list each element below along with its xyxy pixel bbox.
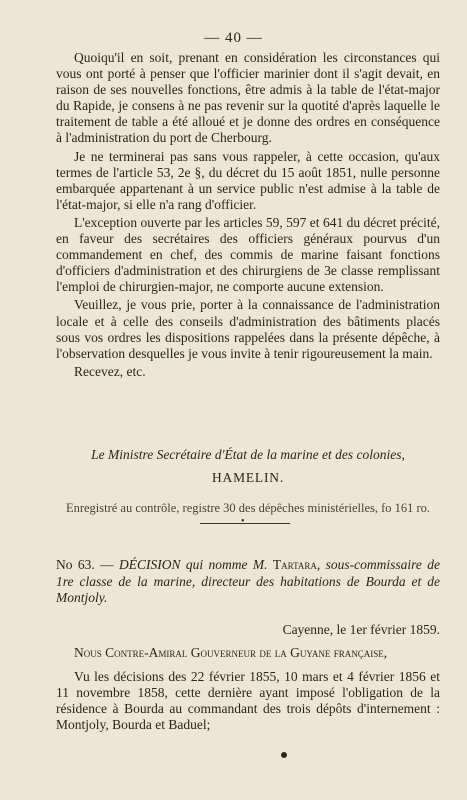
decision-number: No 63. — xyxy=(56,557,114,572)
decision-heading xyxy=(56,557,440,607)
letter-body xyxy=(56,50,440,380)
divider-ornament: • xyxy=(241,516,245,527)
decision-name: Tartara xyxy=(272,557,317,572)
paragraph-3: L'exception ouverte par les articles 59, 597 et 641 du décret précité, en faveur des secrétaires des officiers généraux pourvus d'un commandement en chef, des commis de marine faisant fonctions d'officiers d'administration et des chirurgiens de 3e classe remplissant l'emploi de chirurgien-major, ne comporte aucune extension. xyxy=(56,214,440,295)
paragraph-4: Veuillez, je vous prie, porter à la connaissance de l'administration locale et à celle des conseils d'administration des bâtiments placés sous vos ordres les dispositions rappelées dans la présente dépêche, à l'observation desquelles je vous invite à tenir rigoureusement la main. xyxy=(56,297,440,361)
paragraph-5: Recevez, etc. xyxy=(74,363,146,379)
closing-paragraph: Vu les décisions des 22 février 1855, 10 mars et 4 février 1856 et 11 novembre 1858, cette dernière ayant imposé l'obligation de la résidence à Bourda au commandant des trois dépôts d'internement : Montjoly, Bourda et Baduel; xyxy=(56,669,440,733)
governor-line xyxy=(56,645,440,661)
governor-text: Nous Contre-Amiral Gouverneur de la Guyane française, xyxy=(74,645,388,660)
registry-note: Enregistré au contrôle, registre 30 des dépêches ministérielles, fo 161 ro. xyxy=(65,501,431,515)
bottom-ornament xyxy=(281,752,287,758)
closing-paragraph-block xyxy=(56,669,440,733)
page-number: — 40 — xyxy=(204,30,263,46)
section-divider xyxy=(200,523,290,524)
paragraph-1: Quoiqu'il en soit, prenant en considération les circonstances qui vous ont porté à penser que l'officier marinier dont il s'agit devait, en raison de ses nouvelles fonctions, être admis à la table de l'état-major du Rapide, je consens à ne pas revenir sur la quotité d'après laquelle le traitement de table a été alloué et je donne des ordres en conséquence à l'administration du port de Cherbourg. xyxy=(56,50,440,146)
paragraph-2: Je ne terminerai pas sans vous rappeler, à cette occasion, qu'aux termes de l'article 53, 2e §, du décret du 15 août 1851, nulle personne embarquée appartenant à un service public n'est admise à la table de l'état-major, si elle n'a rang d'officier. xyxy=(56,148,440,212)
signature-title: Le Ministre Secrétaire d'État de la marine et des colonies, xyxy=(91,447,405,462)
decision-word: DÉCISION xyxy=(119,557,181,572)
decision-text-a: qui nomme M. xyxy=(180,557,273,572)
decision-text-b: , sous-commissaire de 1re classe de la marine, directeur des habitations de Bourda et de Montjoly. xyxy=(56,557,440,605)
place-date: Cayenne, le 1er février 1859. xyxy=(282,622,440,637)
signature-name: HAMELIN. xyxy=(211,470,284,485)
